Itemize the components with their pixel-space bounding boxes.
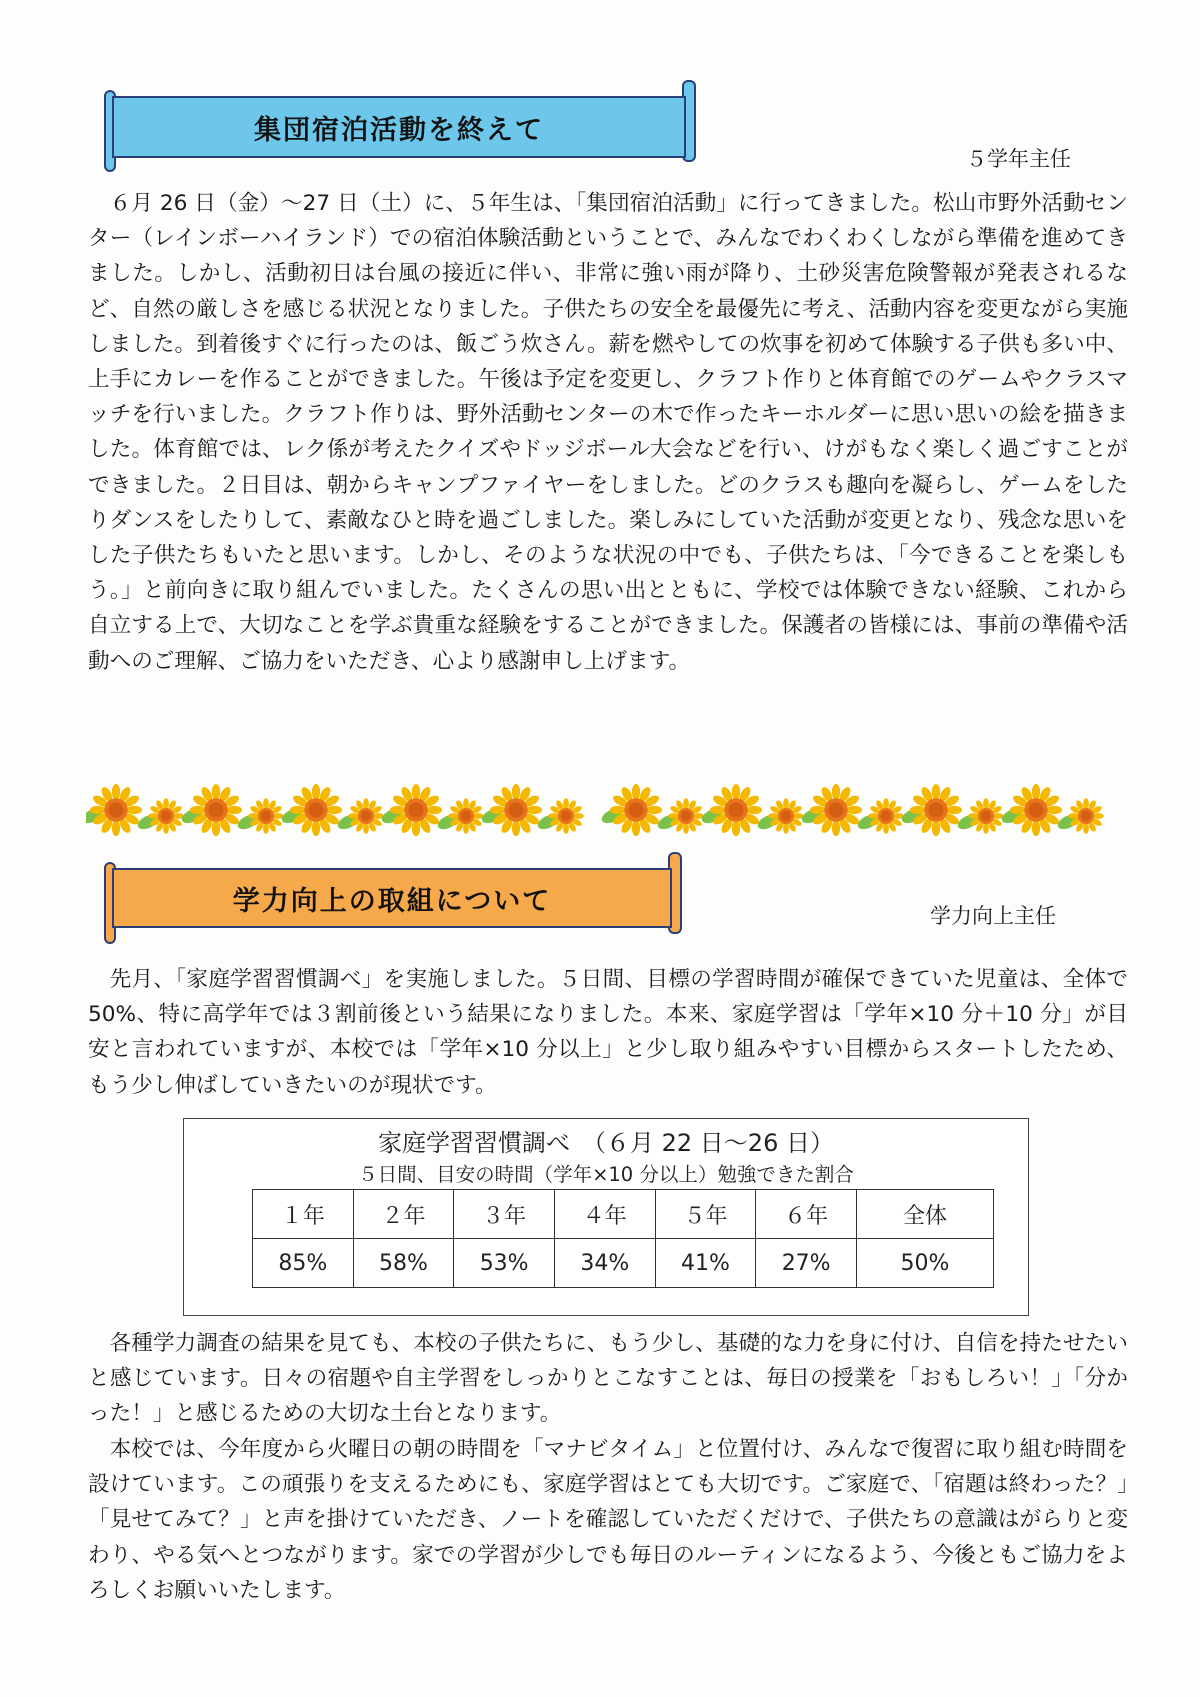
section2-title-banner [112,868,672,928]
sunflower-icon [668,798,704,834]
sunflower-icon [490,784,542,836]
sunflower-icon [610,784,662,836]
section1-author: ５学年主任 [966,147,1071,171]
sunflower-icon [810,784,862,836]
table-value-row [253,1239,994,1288]
sunflower-icon [348,798,384,834]
section2-body3: 本校では、今年度から火曜日の朝の時間を「マナビタイム」と位置付け、みんなで復習に取り組む時間を設けています。この頑張りを支えるためにも、家庭学習はとても大切です。ご家庭で、「宿題は終わった？」「見せてみて？」と声を掛けていただき、ノートを確認していただくだけで、子供たちの意識はがらりと変わり、やる気へとつながります。家での学習が少しでも毎日のルーティンになるよう、今後ともご協力をよろしくお願いいたします。 [88,1437,1128,1603]
sunflower-icon [390,784,442,836]
value-grade4: 34% [554,1239,655,1288]
sunflower-icon [910,784,962,836]
section2-author: 学力向上主任 [930,904,1056,928]
header-total: 全体 [857,1190,994,1239]
value-grade1: 85% [253,1239,354,1288]
value-grade2: 58% [353,1239,454,1288]
sunflower-icon [448,798,484,834]
sunflower-icon [868,798,904,834]
survey-table [252,1189,994,1288]
sunflower-icon [548,798,584,834]
header-grade1: １年 [253,1190,354,1239]
section1-title: 集団宿泊活動を終えて [112,96,686,158]
header-grade3: ３年 [454,1190,555,1239]
header-grade4: ４年 [554,1190,655,1239]
survey-title: 家庭学習習慣調べ （６月 22 日～26 日） [378,1129,834,1157]
value-grade6: 27% [756,1239,857,1288]
section1-title-banner [112,96,686,158]
sunflower-icon [710,784,762,836]
value-grade3: 53% [454,1239,555,1288]
section2-title: 学力向上の取組について [112,868,672,928]
section2-body1: 先月、「家庭学習習慣調べ」を実施しました。５日間、目標の学習時間が確保できていた児童は、全体で 50%、特に高学年では３割前後という結果になりました。本来、家庭学習は「学年×10 分＋10 分」が目安と言われていますが、本校では「学年×10 分以上」と少し取り組みやすい目標からスタートしたため、もう少し伸ばしていきたいのが現状です。 [88,967,1128,1098]
sunflower-icon [148,798,184,834]
sunflower-icon [768,798,804,834]
sunflower-icon [1010,784,1062,836]
survey-box [183,1118,1029,1316]
section1-body: ６月 26 日（金）～27 日（土）に、５年生は、「集団宿泊活動」に行ってきました。松山市野外活動センター（レインボーハイランド）での宿泊体験活動ということで、みんなでわくわくしながら準備を進めてきました。しかし、活動初日は台風の接近に伴い、非常に強い雨が降り、土砂災害危険警報が発表されるなど、自然の厳しさを感じる状況となりました。子供たちの安全を最優先に考え、活動内容を変更ながら実施しました。到着後すぐに行ったのは、飯ごう炊さん。薪を燃やしての炊事を初めて体験する子供も多い中、上手にカレーを作ることができました。午後は予定を変更し、クラフト作りと体育館でのゲームやクラスマッチを行いました。クラフト作りは、野外活動センターの木で作ったキーホルダーに思い思いの絵を描きました。体育館では、レク係が考えたクイズやドッジボール大会などを行い、けがもなく楽しく過ごすことができました。２日目は、朝からキャンプファイヤーをしました。どのクラスも趣向を凝らし、ゲームをしたりダンスをしたりして、素敵なひと時を過ごしました。楽しみにしていた活動が変更となり、残念な思いをした子供たちもいたと思います。しかし、そのような状況の中でも、子供たちは、「今できることを楽しもう。」と前向きに取り組んでいました。たくさんの思い出とともに、学校では体験できない経験、これから自立する上で、大切なことを学ぶ貴重な経験をすることができました。保護者の皆様には、事前の準備や活動へのご理解、ご協力をいただき、心より感謝申し上げます。 [88,191,1128,674]
value-total: 50% [857,1239,994,1288]
value-grade5: 41% [655,1239,756,1288]
sunflower-icon [90,784,142,836]
header-grade2: ２年 [353,1190,454,1239]
header-grade5: ５年 [655,1190,756,1239]
survey-subtitle: ５日間、目安の時間（学年×10 分以上）勉強できた割合 [358,1163,854,1186]
sunflower-icon [1068,798,1104,834]
sunflower-icon [968,798,1004,834]
sunflower-icon [190,784,242,836]
sunflower-divider [86,782,1116,842]
header-grade6: ６年 [756,1190,857,1239]
table-header-row [253,1190,994,1239]
sunflower-icon [248,798,284,834]
sunflower-icon [290,784,342,836]
section2-body2: 各種学力調査の結果を見ても、本校の子供たちに、もう少し、基礎的な力を身に付け、自信を持たせたいと感じています。日々の宿題や自主学習をしっかりとこなすことは、毎日の授業を「おもしろい！」「分かった！」と感じるための大切な土台となります。 [88,1331,1128,1427]
